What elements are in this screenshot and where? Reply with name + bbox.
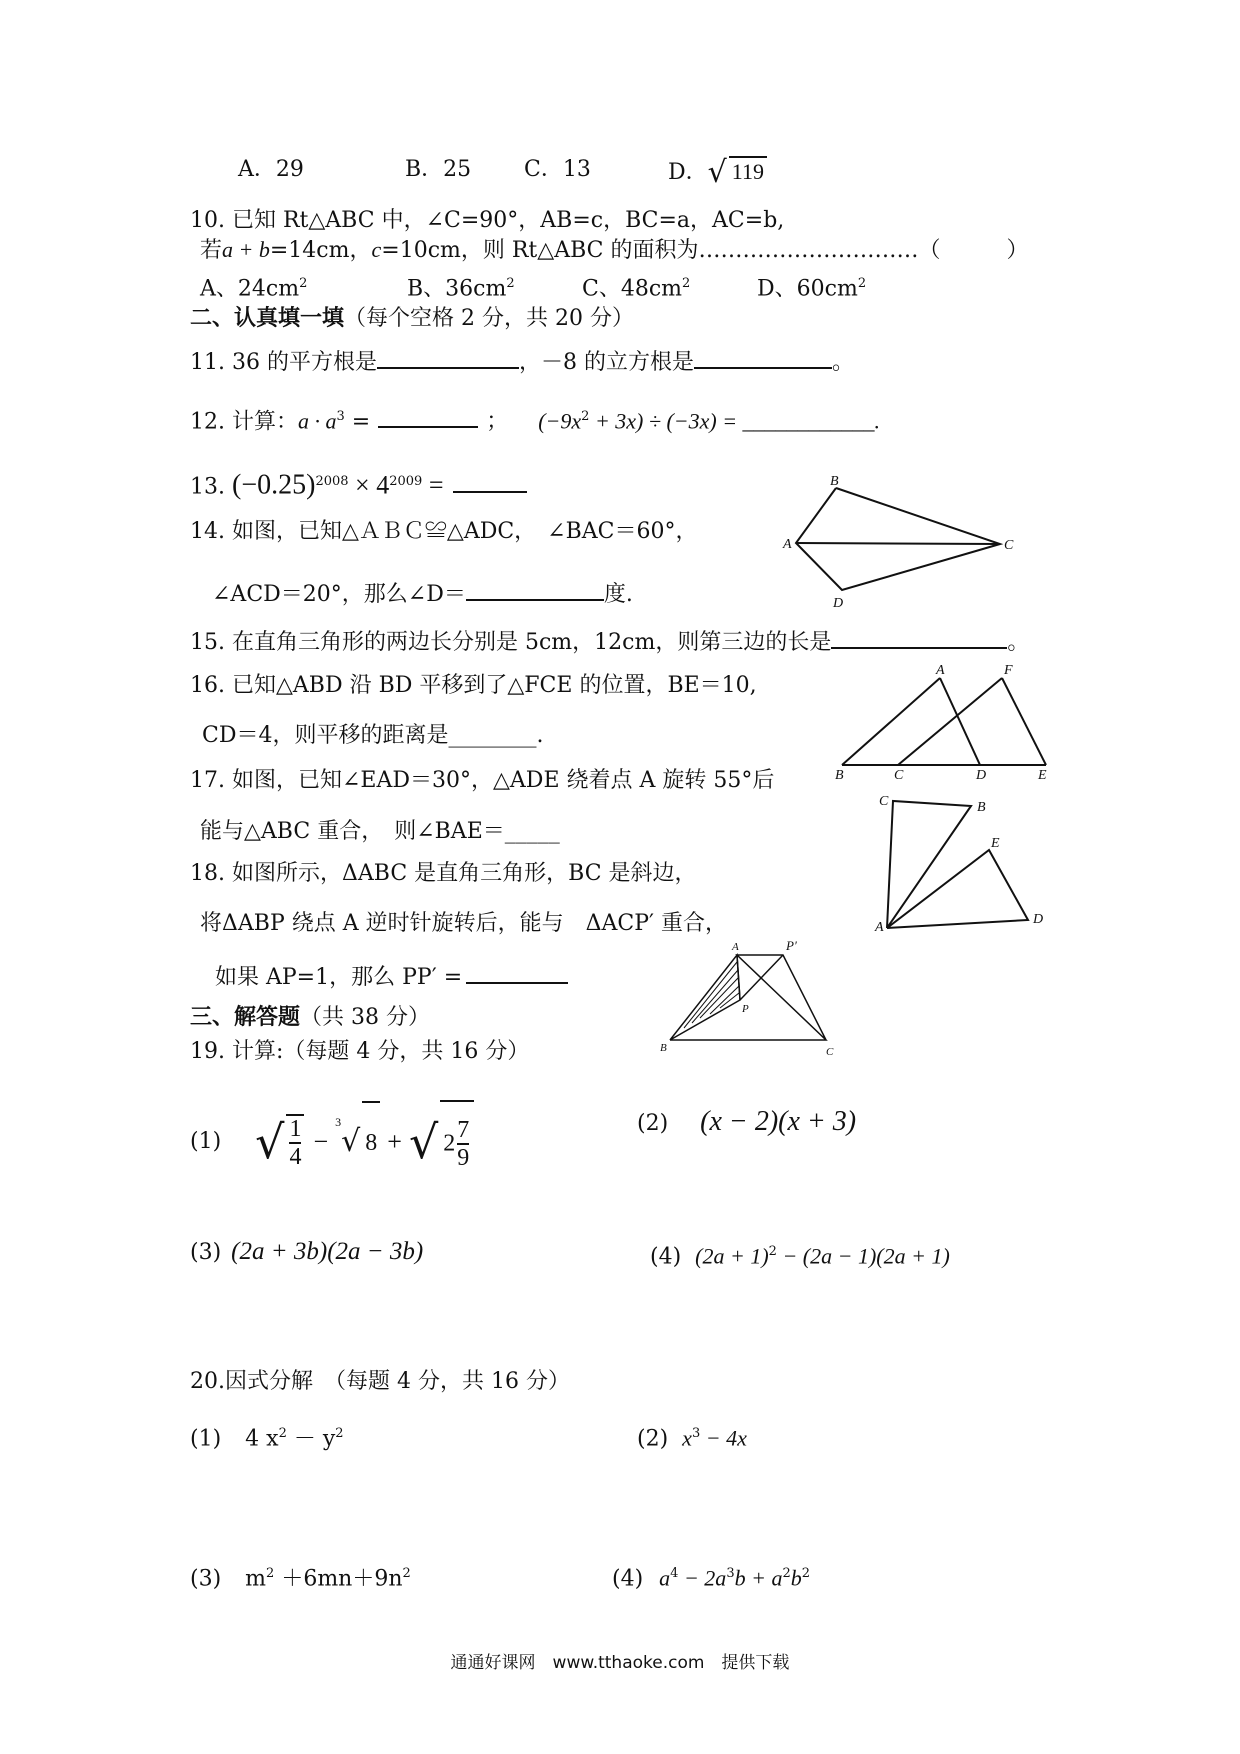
fig17-label-c: C: [879, 794, 889, 809]
fig17-label-b: B: [977, 800, 986, 815]
q9-option-c: C．13: [524, 157, 591, 182]
q16-line2: CD＝4，则平移的距离是________.: [202, 723, 544, 748]
q11-blank-2: [694, 345, 832, 369]
fig17-label-a: A: [875, 920, 884, 935]
q20-part-2: (2) $x^3 - 4x$: [637, 1425, 747, 1452]
q16-line1: 16. 已知△ABD 沿 BD 平移到了△FCE 的位置，BE＝10,: [190, 673, 757, 698]
fig14-label-c: C: [1004, 538, 1014, 553]
fig14-label-d: D: [833, 596, 844, 611]
q10-option-c: C、$48cm^2$: [582, 276, 691, 302]
q12: 12. 计算：$a \cdot a^3$ = ； $(-9x^2 + 3x) \div (-3x)$ = ____________.: [190, 403, 880, 436]
section-3-heading: 三、解答题（共 38 分）: [190, 1004, 430, 1030]
q9-option-a: A．29: [238, 157, 304, 182]
q17-line2: 能与△ABC 重合， 则∠BAE＝_____: [200, 819, 560, 844]
radical-sign: √: [255, 1115, 285, 1169]
q12-blank-1: [378, 404, 478, 428]
q19-part-4: (4) $(2a + 1)^2 - (2a - 1)(2a + 1)$: [650, 1243, 950, 1270]
q15: 15. 在直角三角形的两边长分别是 5cm，12cm，则第三边的长是 。: [190, 625, 1029, 657]
q19-title: 19. 计算:（每题 4 分，共 16 分）: [190, 1039, 530, 1064]
figure-17: [845, 785, 1055, 935]
q20-part-3: (3) $m^2 +6mn+9n^2$: [190, 1566, 411, 1592]
fig14-label-a: A: [783, 537, 792, 552]
page-footer: 通通好课网 www.tthaoke.com 提供下载: [450, 1653, 790, 1673]
radical-sign: √: [408, 1115, 439, 1169]
sqrt-119: 119: [729, 156, 767, 186]
fig16-label-a: A: [936, 663, 945, 678]
q19-part-1: (1) √ $\frac{1}{4}$ − $^3$√ 8 + √ 2 $\frac{7}{9}$: [190, 1082, 474, 1162]
q10-option-a: A、$24cm^2$: [200, 276, 308, 302]
figure-18: [640, 938, 840, 1058]
q14-line1: 14. 如图，已知△ＡＢＣ≌△ADC， ∠BAC＝60°，: [190, 519, 698, 544]
q13-blank: [453, 469, 527, 493]
q18-line2: 将ΔABP 绕点 A 逆时针旋转后，能与 ΔACP′ 重合，: [200, 911, 728, 936]
q19-part-2: (2) (x − 2)(x + 3): [637, 1106, 857, 1137]
q13: 13. $(-0.25)^{2008} \times 4^{2009}$ =: [190, 468, 527, 501]
figure-16: [830, 660, 1060, 783]
q9-option-d: D．√ 119: [668, 156, 767, 187]
q10-option-d: D、$60cm^2$: [757, 276, 867, 302]
fig16-label-b: B: [835, 768, 844, 783]
q11-blank-1: [377, 345, 519, 369]
fig18-label-p: P: [742, 1003, 749, 1015]
q14-blank: [466, 577, 604, 601]
fig14-label-b: B: [830, 474, 839, 489]
figure-14: [780, 474, 1014, 611]
fig17-label-e: E: [991, 836, 1000, 851]
q17-line1: 17. 如图，已知∠EAD＝30°，△ADE 绕着点 A 旋转 55°后: [190, 768, 775, 793]
q18-line3: 如果 AP=1，那么 PP′ =: [215, 960, 568, 992]
q19-part-3: (3) (2a + 3b)(2a − 3b): [190, 1238, 424, 1265]
fig16-label-c: C: [894, 768, 904, 783]
q18-line1: 18. 如图所示，ΔABC 是直角三角形，BC 是斜边，: [190, 861, 697, 886]
q20-part-4: (4) $a^4 - 2a^3b + a^2b^2$: [612, 1565, 811, 1592]
q11: 11. 36 的平方根是 ，－8 的立方根是 。: [190, 345, 854, 377]
q20-part-1: (1) 4 $x^2 - y^2$: [190, 1426, 344, 1452]
q15-blank: [831, 625, 1007, 649]
fig16-label-f: F: [1004, 663, 1013, 678]
q9-option-b: B．25: [405, 157, 472, 182]
fig18-label-p-prime: P′: [786, 938, 797, 953]
q14-line2: ∠ACD＝20°，那么∠D＝ 度.: [212, 577, 633, 609]
fig17-label-d: D: [1033, 912, 1044, 927]
q20-title: 20.因式分解 （每题 4 分，共 16 分）: [190, 1369, 570, 1394]
section-2-heading: 二、认真填一填（每个空格 2 分，共 20 分）: [190, 305, 634, 331]
q10-line1: 10. 已知 Rt△ABC 中，∠C=90°，AB=c，BC=a，AC=b,: [190, 208, 785, 233]
fig18-label-c: C: [826, 1046, 834, 1058]
fig16-label-d: D: [976, 768, 987, 783]
fig18-label-a: A: [732, 941, 739, 953]
q10-line2: 若a + b=14cm，c=10cm，则 Rt△ABC 的面积为…………………………（ ）: [200, 237, 1029, 263]
fig16-label-e: E: [1038, 768, 1047, 783]
q10-option-b: B、$36cm^2$: [407, 276, 515, 302]
q18-blank: [466, 960, 568, 984]
fig18-label-b: B: [660, 1042, 667, 1054]
